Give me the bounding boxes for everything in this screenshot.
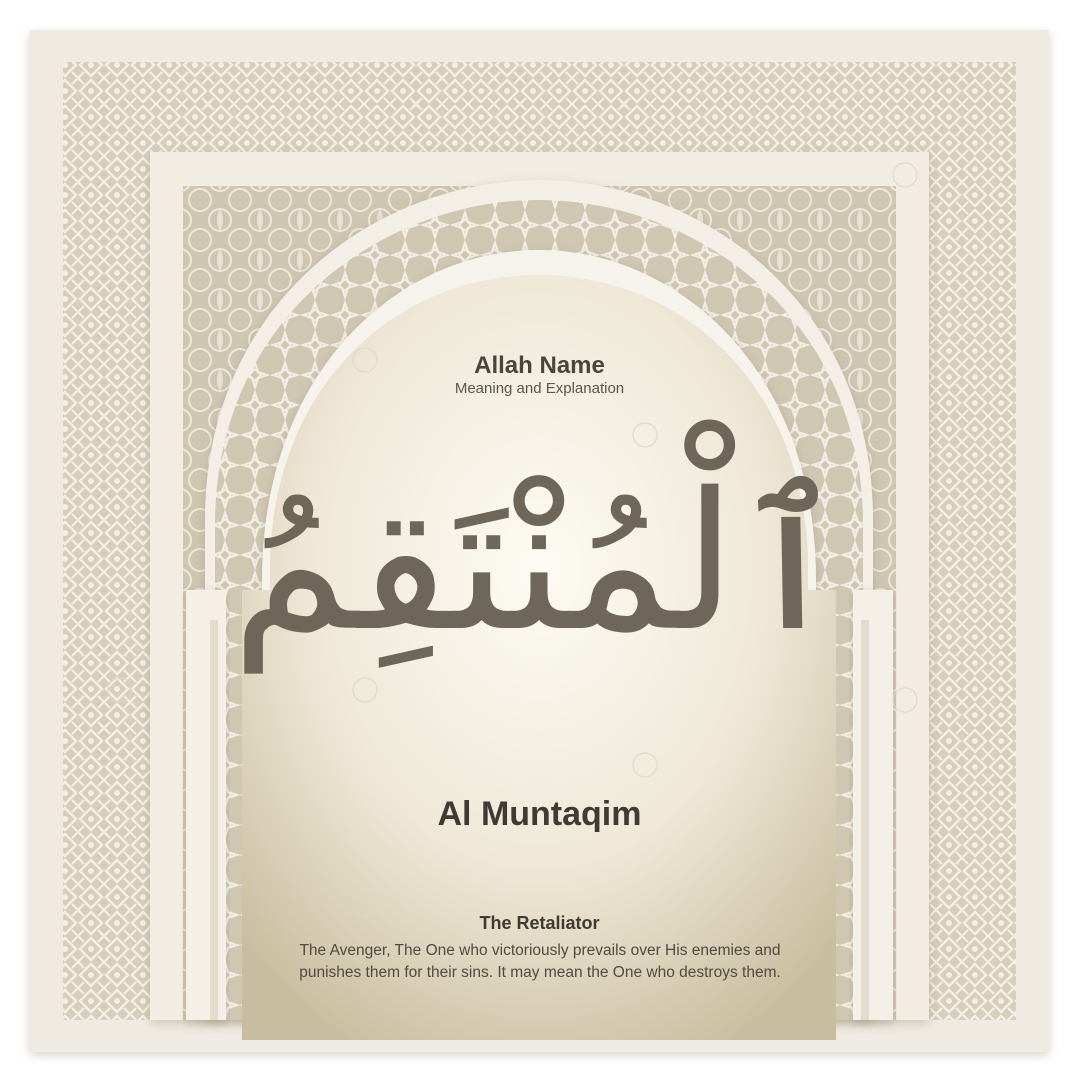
page-title: Allah Name bbox=[474, 352, 605, 379]
transliteration: Al Muntaqim bbox=[437, 795, 642, 833]
page-subtitle: Meaning and Explanation bbox=[454, 380, 625, 397]
arabic-calligraphy: ٱلْمُنْتَقِمُ bbox=[231, 452, 848, 673]
meaning-description: The Avenger, The One who victoriously prevails over His enemies and punishes them for their sins. It may mean the One who destroys them. bbox=[299, 942, 781, 981]
meaning-title: The Retaliator bbox=[479, 913, 600, 933]
